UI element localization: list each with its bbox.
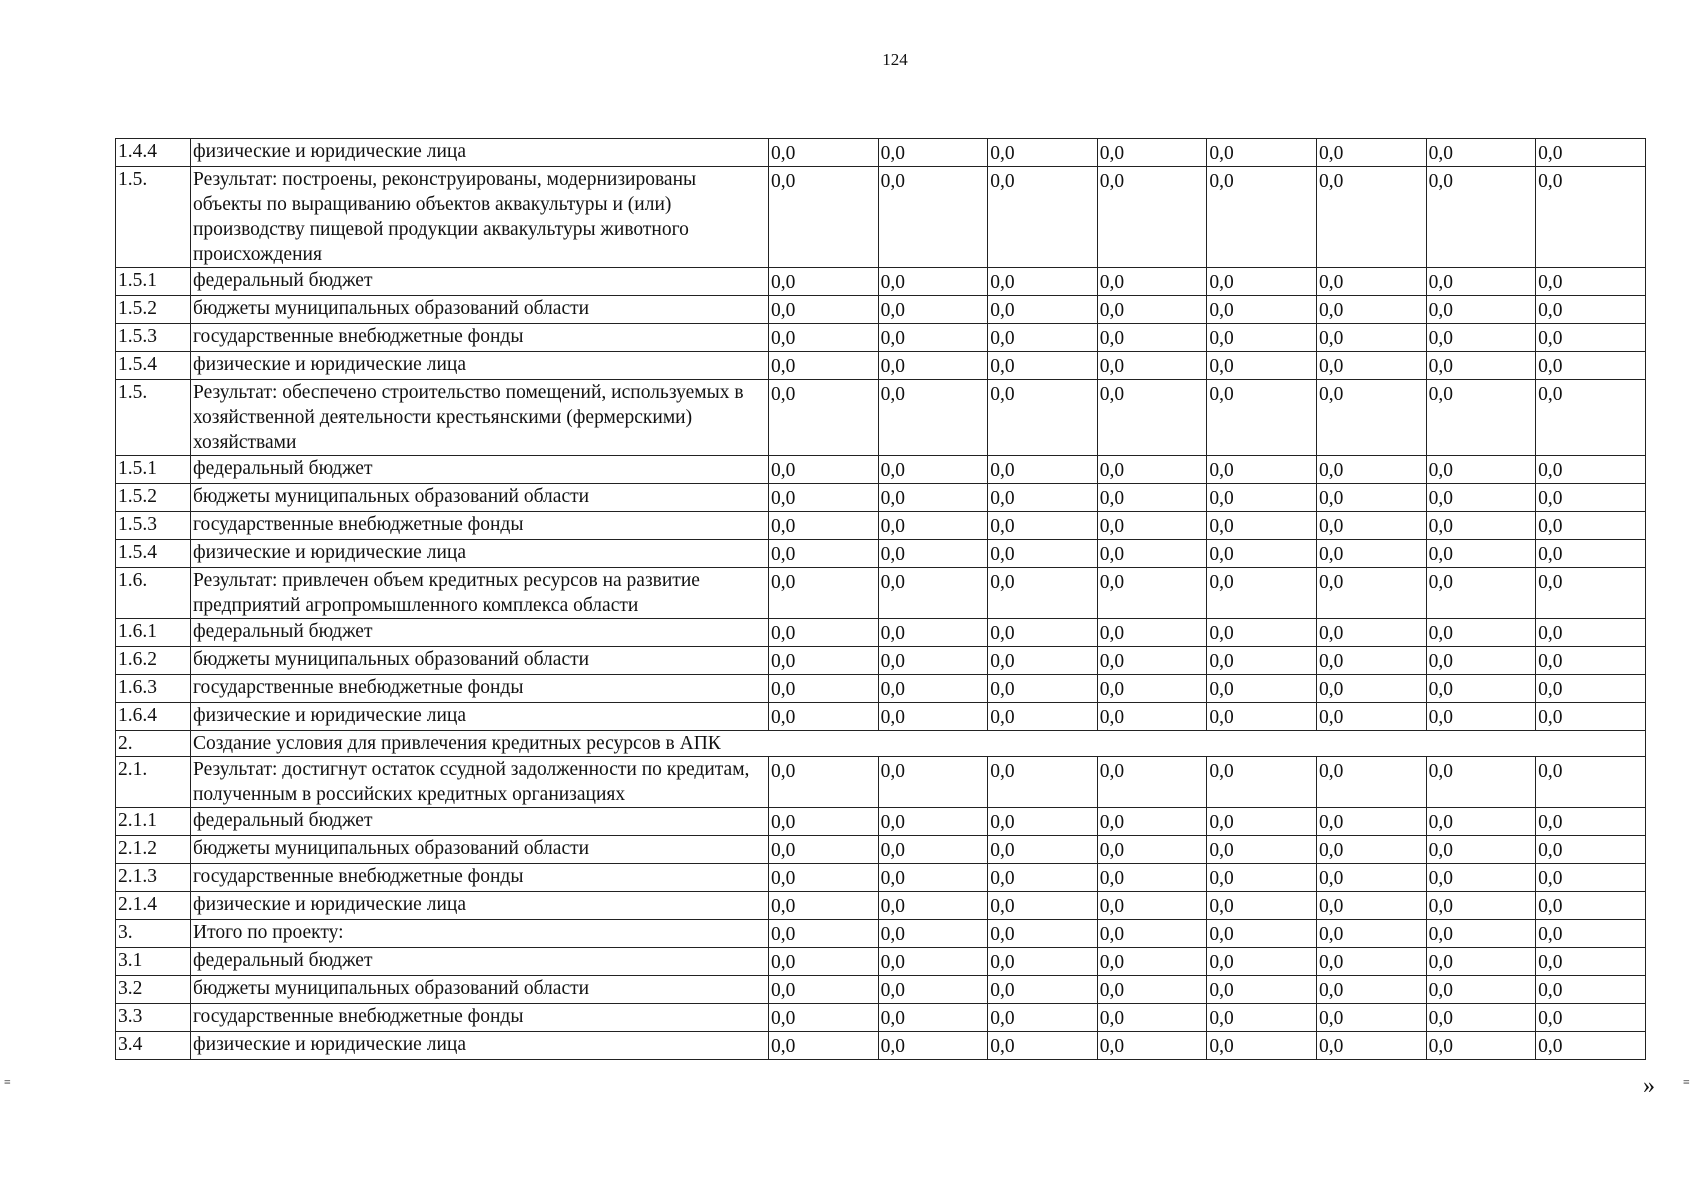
table-row: [116, 352, 1646, 380]
value-cell: 0,0: [878, 757, 988, 808]
value-cell: 0,0: [1316, 703, 1426, 731]
value-cell: 0,0: [1426, 568, 1536, 619]
value-cell: 0,0: [769, 296, 879, 324]
table-row: [116, 296, 1646, 324]
value-cell: 0,0: [1316, 619, 1426, 647]
table-row: [116, 456, 1646, 484]
value-cell: 0,0: [988, 892, 1098, 920]
row-name: физические и юридические лица: [191, 703, 769, 731]
row-name: Результат: достигнут остаток ссудной задолженности по кредитам, полученным в российских кредитных организациях: [191, 757, 769, 808]
value-cell: 0,0: [1426, 296, 1536, 324]
value-cell: 0,0: [1316, 268, 1426, 296]
value-cell: 0,0: [1097, 352, 1207, 380]
value-cell: 0,0: [769, 484, 879, 512]
value-cell: 0,0: [1426, 647, 1536, 675]
value-cell: 0,0: [1536, 296, 1646, 324]
value-cell: 0,0: [1097, 1032, 1207, 1060]
value-cell: 0,0: [1316, 167, 1426, 268]
value-cell: 0,0: [1316, 540, 1426, 568]
value-cell: 0,0: [878, 352, 988, 380]
value-cell: 0,0: [769, 456, 879, 484]
value-cell: 0,0: [1207, 619, 1317, 647]
value-cell: 0,0: [1097, 540, 1207, 568]
table-row: [116, 976, 1646, 1004]
value-cell: 0,0: [1316, 568, 1426, 619]
value-cell: 0,0: [1316, 484, 1426, 512]
value-cell: 0,0: [1207, 703, 1317, 731]
row-name: физические и юридические лица: [191, 540, 769, 568]
value-cell: 0,0: [1097, 296, 1207, 324]
value-cell: 0,0: [1207, 647, 1317, 675]
row-name: физические и юридические лица: [191, 139, 769, 167]
value-cell: 0,0: [1536, 920, 1646, 948]
row-name: бюджеты муниципальных образований области: [191, 647, 769, 675]
value-cell: 0,0: [1316, 296, 1426, 324]
row-code: 1.5.2: [116, 484, 191, 512]
value-cell: 0,0: [1207, 757, 1317, 808]
value-cell: 0,0: [1316, 456, 1426, 484]
table-row: [116, 647, 1646, 675]
value-cell: 0,0: [769, 703, 879, 731]
value-cell: 0,0: [878, 836, 988, 864]
row-name: Итого по проекту:: [191, 920, 769, 948]
value-cell: 0,0: [1097, 568, 1207, 619]
value-cell: 0,0: [988, 268, 1098, 296]
value-cell: 0,0: [1207, 675, 1317, 703]
value-cell: 0,0: [1097, 484, 1207, 512]
row-code: 1.5.2: [116, 296, 191, 324]
value-cell: 0,0: [1536, 647, 1646, 675]
value-cell: 0,0: [1426, 892, 1536, 920]
value-cell: 0,0: [1316, 948, 1426, 976]
value-cell: 0,0: [1536, 757, 1646, 808]
value-cell: 0,0: [1536, 948, 1646, 976]
row-name: Создание условия для привлечения кредитных ресурсов в АПК: [191, 731, 1646, 757]
row-code: 3.: [116, 920, 191, 948]
row-name: физические и юридические лица: [191, 892, 769, 920]
value-cell: 0,0: [1426, 512, 1536, 540]
value-cell: 0,0: [1426, 456, 1536, 484]
value-cell: 0,0: [988, 836, 1098, 864]
value-cell: 0,0: [878, 380, 988, 456]
value-cell: 0,0: [769, 324, 879, 352]
row-name: Результат: построены, реконструированы, модернизированы объекты по выращиванию объектов аквакультуры и (или) производству пищевой продукции аквакультуры животного происхождения: [191, 167, 769, 268]
value-cell: 0,0: [1207, 864, 1317, 892]
value-cell: 0,0: [1097, 268, 1207, 296]
value-cell: 0,0: [988, 568, 1098, 619]
value-cell: 0,0: [1316, 864, 1426, 892]
value-cell: 0,0: [1536, 139, 1646, 167]
value-cell: 0,0: [1097, 757, 1207, 808]
value-cell: 0,0: [1536, 568, 1646, 619]
value-cell: 0,0: [1207, 976, 1317, 1004]
value-cell: 0,0: [769, 352, 879, 380]
value-cell: 0,0: [1316, 139, 1426, 167]
row-code: 2.1.3: [116, 864, 191, 892]
value-cell: 0,0: [1536, 976, 1646, 1004]
value-cell: 0,0: [1207, 568, 1317, 619]
row-name: физические и юридические лица: [191, 352, 769, 380]
row-code: 1.5.1: [116, 268, 191, 296]
table-row: [116, 139, 1646, 167]
value-cell: 0,0: [1097, 456, 1207, 484]
value-cell: 0,0: [1536, 484, 1646, 512]
value-cell: 0,0: [769, 540, 879, 568]
value-cell: 0,0: [988, 540, 1098, 568]
value-cell: 0,0: [1207, 948, 1317, 976]
value-cell: 0,0: [1316, 324, 1426, 352]
value-cell: 0,0: [1097, 864, 1207, 892]
value-cell: 0,0: [878, 703, 988, 731]
value-cell: 0,0: [1426, 139, 1536, 167]
value-cell: 0,0: [1207, 1004, 1317, 1032]
value-cell: 0,0: [988, 703, 1098, 731]
value-cell: 0,0: [769, 892, 879, 920]
value-cell: 0,0: [1426, 1004, 1536, 1032]
value-cell: 0,0: [1536, 619, 1646, 647]
value-cell: 0,0: [769, 568, 879, 619]
value-cell: 0,0: [878, 647, 988, 675]
value-cell: 0,0: [1316, 1032, 1426, 1060]
value-cell: 0,0: [1536, 836, 1646, 864]
value-cell: 0,0: [988, 948, 1098, 976]
value-cell: 0,0: [878, 976, 988, 1004]
value-cell: 0,0: [1426, 976, 1536, 1004]
row-code: 1.6.1: [116, 619, 191, 647]
table-row: [116, 568, 1646, 619]
value-cell: 0,0: [1097, 619, 1207, 647]
value-cell: 0,0: [769, 512, 879, 540]
value-cell: 0,0: [1316, 808, 1426, 836]
row-name: Результат: привлечен объем кредитных ресурсов на развитие предприятий агропромышленного комплекса области: [191, 568, 769, 619]
value-cell: 0,0: [878, 1032, 988, 1060]
value-cell: 0,0: [769, 1004, 879, 1032]
row-code: 2.1.1: [116, 808, 191, 836]
row-code: 1.5.: [116, 380, 191, 456]
table-row: [116, 892, 1646, 920]
row-name: государственные внебюджетные фонды: [191, 512, 769, 540]
value-cell: 0,0: [988, 864, 1098, 892]
row-code: 2.: [116, 731, 191, 757]
value-cell: 0,0: [878, 484, 988, 512]
value-cell: 0,0: [1426, 864, 1536, 892]
row-code: 1.5.3: [116, 324, 191, 352]
value-cell: 0,0: [1426, 352, 1536, 380]
row-code: 3.2: [116, 976, 191, 1004]
row-code: 1.5.4: [116, 540, 191, 568]
value-cell: 0,0: [1207, 324, 1317, 352]
table-row: [116, 1032, 1646, 1060]
table-row: [116, 512, 1646, 540]
value-cell: 0,0: [988, 484, 1098, 512]
value-cell: 0,0: [1316, 976, 1426, 1004]
value-cell: 0,0: [1207, 380, 1317, 456]
value-cell: 0,0: [1207, 352, 1317, 380]
value-cell: 0,0: [769, 808, 879, 836]
row-name: государственные внебюджетные фонды: [191, 1004, 769, 1032]
value-cell: 0,0: [1097, 808, 1207, 836]
budget-table-container: [115, 138, 1645, 1060]
value-cell: 0,0: [1536, 540, 1646, 568]
table-row: [116, 268, 1646, 296]
value-cell: 0,0: [1316, 647, 1426, 675]
value-cell: 0,0: [1207, 484, 1317, 512]
value-cell: 0,0: [1207, 456, 1317, 484]
table-row: [116, 675, 1646, 703]
value-cell: 0,0: [878, 167, 988, 268]
value-cell: 0,0: [1536, 268, 1646, 296]
value-cell: 0,0: [878, 324, 988, 352]
value-cell: 0,0: [1426, 757, 1536, 808]
right-edge-mark: ≡: [1683, 1075, 1690, 1089]
row-code: 2.1.4: [116, 892, 191, 920]
value-cell: 0,0: [1207, 167, 1317, 268]
table-row: [116, 808, 1646, 836]
value-cell: 0,0: [988, 139, 1098, 167]
value-cell: 0,0: [988, 976, 1098, 1004]
value-cell: 0,0: [1426, 948, 1536, 976]
value-cell: 0,0: [1426, 268, 1536, 296]
value-cell: 0,0: [988, 167, 1098, 268]
value-cell: 0,0: [988, 512, 1098, 540]
value-cell: 0,0: [988, 352, 1098, 380]
budget-table: [115, 138, 1646, 1060]
table-row: [116, 731, 1646, 757]
value-cell: 0,0: [769, 268, 879, 296]
value-cell: 0,0: [878, 540, 988, 568]
value-cell: 0,0: [1536, 324, 1646, 352]
value-cell: 0,0: [769, 1032, 879, 1060]
row-name: федеральный бюджет: [191, 619, 769, 647]
value-cell: 0,0: [1426, 167, 1536, 268]
value-cell: 0,0: [1097, 976, 1207, 1004]
value-cell: 0,0: [1097, 380, 1207, 456]
value-cell: 0,0: [1207, 808, 1317, 836]
value-cell: 0,0: [1207, 1032, 1317, 1060]
table-row: [116, 1004, 1646, 1032]
row-name: бюджеты муниципальных образований области: [191, 484, 769, 512]
value-cell: 0,0: [1097, 948, 1207, 976]
value-cell: 0,0: [878, 456, 988, 484]
value-cell: 0,0: [769, 139, 879, 167]
value-cell: 0,0: [1316, 757, 1426, 808]
row-code: 3.4: [116, 1032, 191, 1060]
value-cell: 0,0: [1316, 836, 1426, 864]
value-cell: 0,0: [1097, 512, 1207, 540]
value-cell: 0,0: [769, 836, 879, 864]
value-cell: 0,0: [988, 1032, 1098, 1060]
row-code: 1.5.4: [116, 352, 191, 380]
value-cell: 0,0: [1536, 703, 1646, 731]
value-cell: 0,0: [1316, 892, 1426, 920]
value-cell: 0,0: [878, 864, 988, 892]
value-cell: 0,0: [769, 864, 879, 892]
value-cell: 0,0: [769, 920, 879, 948]
value-cell: 0,0: [769, 380, 879, 456]
value-cell: 0,0: [1207, 892, 1317, 920]
left-edge-mark: ≡: [4, 1075, 11, 1089]
row-name: федеральный бюджет: [191, 268, 769, 296]
value-cell: 0,0: [988, 296, 1098, 324]
row-code: 1.4.4: [116, 139, 191, 167]
row-code: 3.3: [116, 1004, 191, 1032]
value-cell: 0,0: [769, 167, 879, 268]
page-number: 124: [882, 50, 908, 69]
value-cell: 0,0: [1536, 512, 1646, 540]
value-cell: 0,0: [1426, 836, 1536, 864]
table-row: [116, 324, 1646, 352]
row-name: государственные внебюджетные фонды: [191, 864, 769, 892]
value-cell: 0,0: [878, 808, 988, 836]
value-cell: 0,0: [988, 619, 1098, 647]
value-cell: 0,0: [1097, 920, 1207, 948]
value-cell: 0,0: [988, 1004, 1098, 1032]
value-cell: 0,0: [1207, 512, 1317, 540]
value-cell: 0,0: [878, 512, 988, 540]
value-cell: 0,0: [1426, 619, 1536, 647]
row-code: 2.1.: [116, 757, 191, 808]
value-cell: 0,0: [878, 296, 988, 324]
row-code: 2.1.2: [116, 836, 191, 864]
value-cell: 0,0: [769, 619, 879, 647]
table-row: [116, 920, 1646, 948]
value-cell: 0,0: [1536, 456, 1646, 484]
continuation-mark: »: [1643, 1073, 1655, 1099]
table-row: [116, 619, 1646, 647]
row-name: федеральный бюджет: [191, 456, 769, 484]
value-cell: 0,0: [1426, 484, 1536, 512]
value-cell: 0,0: [988, 380, 1098, 456]
value-cell: 0,0: [1426, 380, 1536, 456]
value-cell: 0,0: [988, 324, 1098, 352]
value-cell: 0,0: [988, 808, 1098, 836]
table-row: [116, 380, 1646, 456]
value-cell: 0,0: [878, 139, 988, 167]
row-code: 1.6.3: [116, 675, 191, 703]
table-row: [116, 757, 1646, 808]
table-row: [116, 167, 1646, 268]
value-cell: 0,0: [878, 948, 988, 976]
row-code: 1.5.3: [116, 512, 191, 540]
value-cell: 0,0: [1316, 380, 1426, 456]
value-cell: 0,0: [769, 948, 879, 976]
value-cell: 0,0: [1207, 296, 1317, 324]
value-cell: 0,0: [1207, 268, 1317, 296]
value-cell: 0,0: [878, 619, 988, 647]
value-cell: 0,0: [988, 920, 1098, 948]
value-cell: 0,0: [878, 892, 988, 920]
value-cell: 0,0: [1316, 512, 1426, 540]
value-cell: 0,0: [1426, 808, 1536, 836]
table-row: [116, 864, 1646, 892]
row-name: бюджеты муниципальных образований области: [191, 976, 769, 1004]
value-cell: 0,0: [1536, 808, 1646, 836]
value-cell: 0,0: [1316, 1004, 1426, 1032]
value-cell: 0,0: [1097, 703, 1207, 731]
value-cell: 0,0: [1536, 1032, 1646, 1060]
row-code: 1.6.4: [116, 703, 191, 731]
row-name: бюджеты муниципальных образований области: [191, 296, 769, 324]
value-cell: 0,0: [1536, 892, 1646, 920]
value-cell: 0,0: [1097, 892, 1207, 920]
row-code: 3.1: [116, 948, 191, 976]
row-code: 1.6.: [116, 568, 191, 619]
value-cell: 0,0: [1426, 1032, 1536, 1060]
value-cell: 0,0: [1426, 324, 1536, 352]
table-row: [116, 484, 1646, 512]
value-cell: 0,0: [1536, 675, 1646, 703]
value-cell: 0,0: [1207, 139, 1317, 167]
value-cell: 0,0: [1097, 647, 1207, 675]
value-cell: 0,0: [1207, 920, 1317, 948]
table-row: [116, 948, 1646, 976]
value-cell: 0,0: [1536, 352, 1646, 380]
value-cell: 0,0: [1316, 920, 1426, 948]
budget-table-body: [116, 139, 1646, 1060]
value-cell: 0,0: [1536, 167, 1646, 268]
row-name: бюджеты муниципальных образований области: [191, 836, 769, 864]
value-cell: 0,0: [1097, 836, 1207, 864]
row-code: 1.5.: [116, 167, 191, 268]
value-cell: 0,0: [1536, 380, 1646, 456]
value-cell: 0,0: [878, 920, 988, 948]
row-name: Результат: обеспечено строительство помещений, используемых в хозяйственной деятельности крестьянскими (фермерскими) хозяйствами: [191, 380, 769, 456]
value-cell: 0,0: [1316, 352, 1426, 380]
value-cell: 0,0: [1097, 139, 1207, 167]
value-cell: 0,0: [1426, 703, 1536, 731]
value-cell: 0,0: [1097, 1004, 1207, 1032]
value-cell: 0,0: [1207, 540, 1317, 568]
row-code: 1.5.1: [116, 456, 191, 484]
value-cell: 0,0: [1207, 836, 1317, 864]
value-cell: 0,0: [1426, 675, 1536, 703]
value-cell: 0,0: [988, 456, 1098, 484]
value-cell: 0,0: [1316, 675, 1426, 703]
row-name: федеральный бюджет: [191, 948, 769, 976]
row-name: федеральный бюджет: [191, 808, 769, 836]
value-cell: 0,0: [769, 976, 879, 1004]
value-cell: 0,0: [878, 568, 988, 619]
value-cell: 0,0: [769, 757, 879, 808]
table-row: [116, 540, 1646, 568]
value-cell: 0,0: [1536, 864, 1646, 892]
value-cell: 0,0: [1426, 920, 1536, 948]
value-cell: 0,0: [1097, 675, 1207, 703]
value-cell: 0,0: [769, 647, 879, 675]
value-cell: 0,0: [988, 647, 1098, 675]
row-name: государственные внебюджетные фонды: [191, 675, 769, 703]
table-row: [116, 836, 1646, 864]
value-cell: 0,0: [878, 268, 988, 296]
value-cell: 0,0: [1536, 1004, 1646, 1032]
value-cell: 0,0: [988, 675, 1098, 703]
row-name: государственные внебюджетные фонды: [191, 324, 769, 352]
value-cell: 0,0: [878, 675, 988, 703]
row-name: физические и юридические лица: [191, 1032, 769, 1060]
value-cell: 0,0: [1097, 167, 1207, 268]
table-row: [116, 703, 1646, 731]
row-code: 1.6.2: [116, 647, 191, 675]
value-cell: 0,0: [878, 1004, 988, 1032]
value-cell: 0,0: [988, 757, 1098, 808]
value-cell: 0,0: [1426, 540, 1536, 568]
value-cell: 0,0: [769, 675, 879, 703]
value-cell: 0,0: [1097, 324, 1207, 352]
